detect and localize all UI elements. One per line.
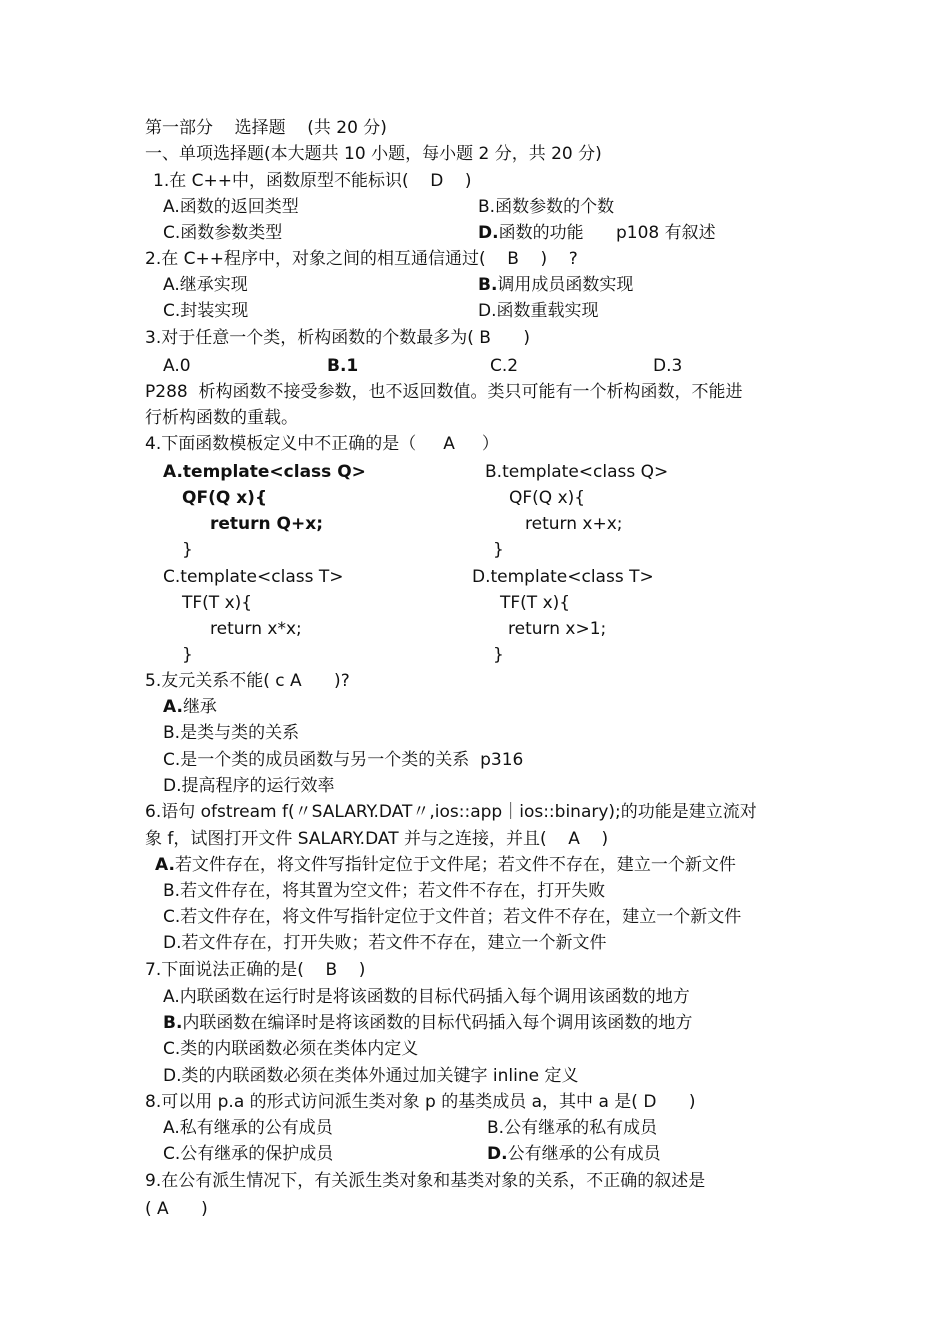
question-3-option-a: A.0 xyxy=(163,356,191,376)
question-3-option-d: D.3 xyxy=(653,356,683,376)
option-text: 函数的功能 p108 有叙述 xyxy=(498,223,716,243)
question-1-option-c: C.函数参数类型 xyxy=(163,223,283,243)
part-heading: 第一部分 选择题 (共 20 分) xyxy=(145,118,387,138)
question-4-option-d-line-4: } xyxy=(493,645,504,665)
question-5-option-c: C.是一个类的成员函数与另一个类的关系 p316 xyxy=(163,750,524,770)
option-text: 内联函数在编译时是将该函数的目标代码插入每个调用该函数的地方 xyxy=(182,1013,693,1033)
question-3-note-line-1: P288 析构函数不接受参数，也不返回数值。类只可能有一个析构函数，不能进 xyxy=(145,382,743,402)
question-8-option-a: A.私有继承的公有成员 xyxy=(163,1118,333,1138)
answer-prefix: D. xyxy=(487,1144,508,1164)
question-7-option-d: D.类的内联函数必须在类体外通过加关键字 inline 定义 xyxy=(163,1066,579,1086)
question-3-note-line-2: 行析构函数的重载。 xyxy=(145,408,298,428)
question-4-option-c-line-1: C.template<class T> xyxy=(163,567,344,587)
answer-prefix: A. xyxy=(163,697,183,717)
option-text: 若文件存在，将文件写指针定位于文件尾；若文件不存在，建立一个新文件 xyxy=(174,855,736,875)
question-4-option-c-line-3: return x*x; xyxy=(210,619,302,639)
question-2-option-b xyxy=(478,272,633,298)
answer-prefix: D. xyxy=(478,223,499,243)
question-1-option-d xyxy=(478,220,716,246)
question-7-option-c: C.类的内联函数必须在类体内定义 xyxy=(163,1039,419,1059)
question-6-option-b: B.若文件存在，将其置为空文件；若文件不存在，打开失败 xyxy=(163,881,606,901)
question-3-option-b: B.1 xyxy=(327,356,359,376)
section-heading: 一、单项选择题(本大题共 10 小题，每小题 2 分，共 20 分) xyxy=(145,144,602,164)
option-text: 继承 xyxy=(182,697,217,717)
question-6-option-a xyxy=(155,852,736,878)
question-8-option-b: B.公有继承的私有成员 xyxy=(487,1118,658,1138)
question-7-option-b xyxy=(163,1010,692,1036)
question-4-option-b-line-2: QF(Q x){ xyxy=(509,488,586,508)
question-5-option-a xyxy=(163,694,217,720)
option-text: 调用成员函数实现 xyxy=(497,275,634,295)
question-6-stem-line-2: 象 f，试图打开文件 SALARY.DAT 并与之连接，并且( A ) xyxy=(145,829,609,849)
question-4-stem: 4.下面函数模板定义中不正确的是（ A ） xyxy=(145,434,499,454)
question-9-stem-line-2: ( A ) xyxy=(145,1199,208,1219)
question-4-option-c-line-4: } xyxy=(182,645,193,665)
question-4-option-d-line-3: return x>1; xyxy=(508,619,607,639)
question-9-stem-line-1: 9.在公有派生情况下，有关派生类对象和基类对象的关系，不正确的叙述是 xyxy=(145,1171,706,1191)
question-2-stem: 2.在 C++程序中，对象之间的相互通信通过( B ) ? xyxy=(145,249,578,269)
question-4-option-a-line-3: return Q+x; xyxy=(210,514,324,534)
question-8-stem: 8.可以用 p.a 的形式访问派生类对象 p 的基类成员 a，其中 a 是( D ) xyxy=(145,1092,696,1112)
question-1-option-b: B.函数参数的个数 xyxy=(478,197,615,217)
question-2-option-d: D.函数重载实现 xyxy=(478,301,599,321)
question-5-stem: 5.友元关系不能( c A )? xyxy=(145,671,350,691)
question-4-option-c-line-2: TF(T x){ xyxy=(182,593,253,613)
question-4-option-a-line-1: A.template<class Q> xyxy=(163,462,366,482)
question-2-option-c: C.封装实现 xyxy=(163,301,249,321)
question-4-option-a-line-2: QF(Q x){ xyxy=(182,488,268,508)
question-1-stem: 1.在 C++中，函数原型不能标识( D ) xyxy=(153,171,472,191)
question-1-option-a: A.函数的返回类型 xyxy=(163,197,299,217)
question-4-option-b-line-1: B.template<class Q> xyxy=(485,462,669,482)
answer-prefix: B. xyxy=(478,275,498,295)
question-3-stem: 3.对于任意一个类，析构函数的个数最多为( B ) xyxy=(145,328,530,348)
question-7-option-a: A.内联函数在运行时是将该函数的目标代码插入每个调用该函数的地方 xyxy=(163,987,690,1007)
answer-prefix: A. xyxy=(155,855,175,875)
question-8-option-c: C.公有继承的保护成员 xyxy=(163,1144,334,1164)
question-4-option-b-line-4: } xyxy=(493,540,504,560)
option-text: 公有继承的公有成员 xyxy=(507,1144,661,1164)
question-4-option-d-line-2: TF(T x){ xyxy=(500,593,571,613)
question-6-option-d: D.若文件存在，打开失败；若文件不存在，建立一个新文件 xyxy=(163,933,607,953)
question-4-option-d-line-1: D.template<class T> xyxy=(472,567,654,587)
question-3-option-c: C.2 xyxy=(490,356,519,376)
question-6-stem-line-1: 6.语句 ofstream f(〃SALARY.DAT〃,ios::app｜ios::binary);的功能是建立流对 xyxy=(145,802,757,822)
question-5-option-d: D.提高程序的运行效率 xyxy=(163,776,335,796)
question-6-option-c: C.若文件存在，将文件写指针定位于文件首；若文件不存在，建立一个新文件 xyxy=(163,907,742,927)
question-4-option-a-line-4: } xyxy=(182,540,193,560)
question-2-option-a: A.继承实现 xyxy=(163,275,248,295)
question-5-option-b: B.是类与类的关系 xyxy=(163,723,300,743)
answer-prefix: B. xyxy=(163,1013,183,1033)
question-4-option-b-line-3: return x+x; xyxy=(525,514,623,534)
question-8-option-d xyxy=(487,1141,661,1167)
question-7-stem: 7.下面说法正确的是( B ) xyxy=(145,960,366,980)
